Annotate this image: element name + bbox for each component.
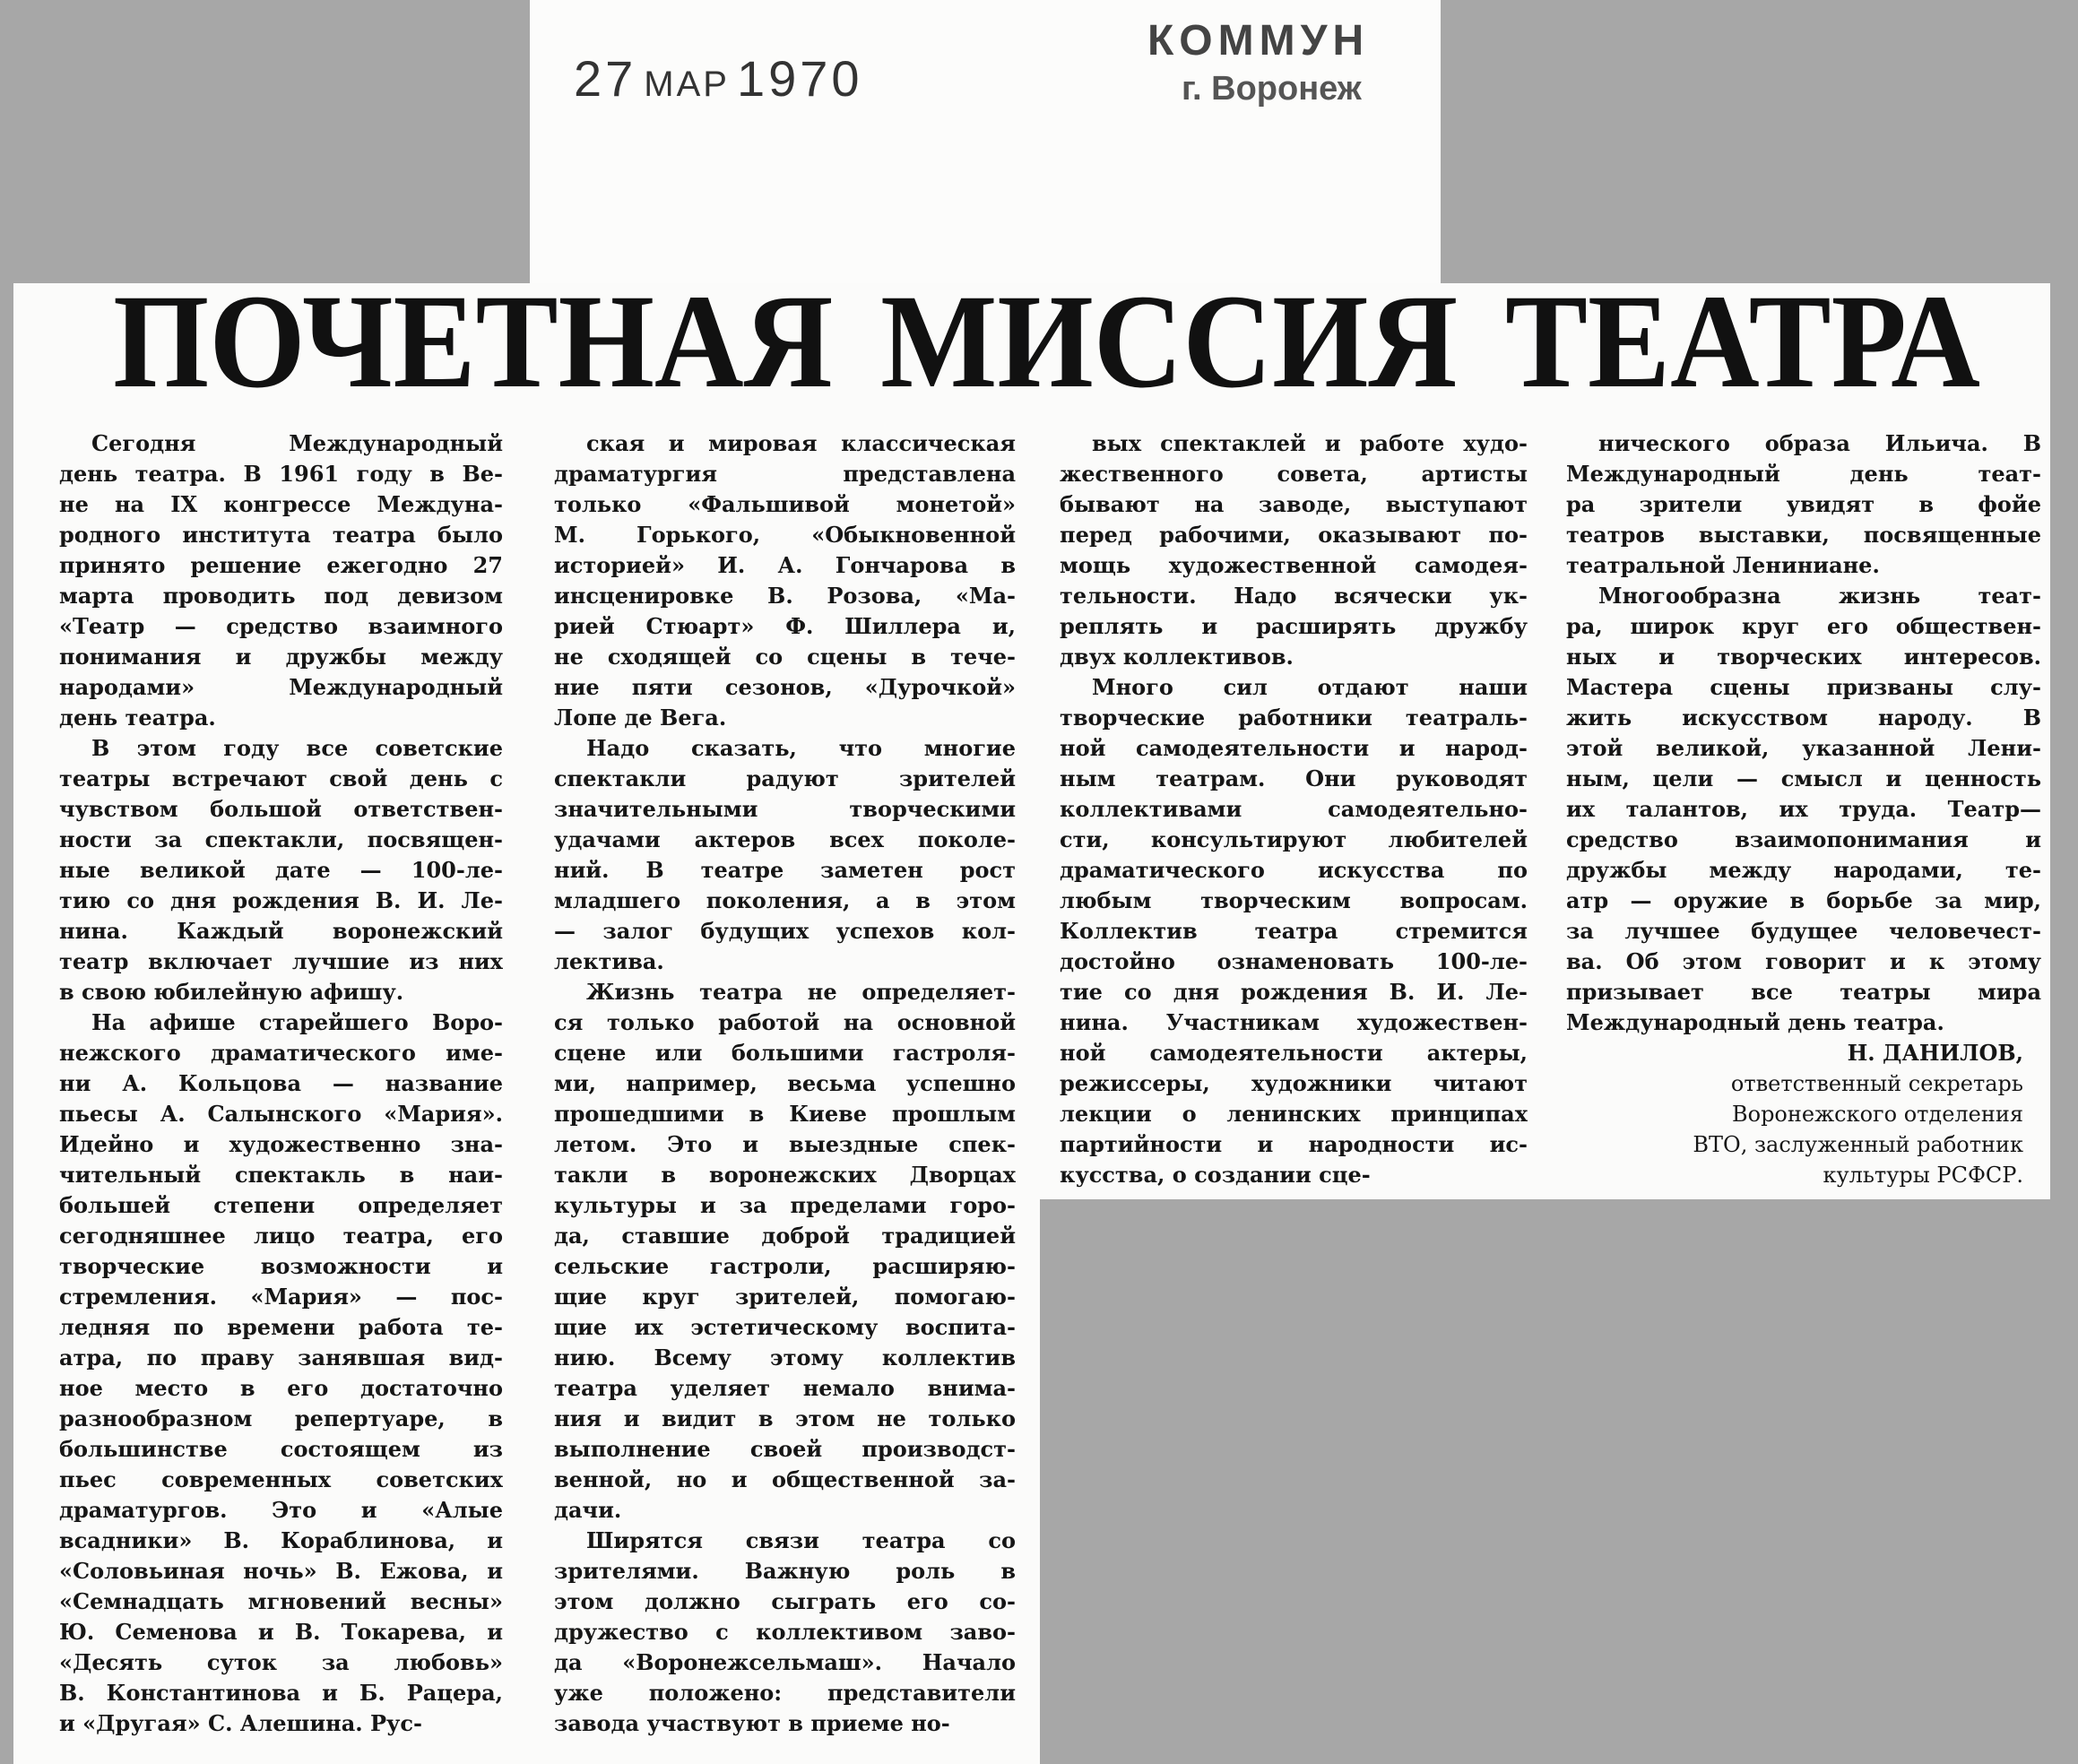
text-line: выполнение своей производст- [554, 1436, 1016, 1462]
text-line: удачами актеров всех поколе- [554, 826, 1016, 852]
text-line: тию со дня рождения В. И. Ле- [59, 887, 503, 913]
headline: ПОЧЕТНАЯ МИССИЯ ТЕАТРА [113, 267, 1980, 416]
text-line: культуры и за пределами горо- [554, 1192, 1016, 1218]
text-line: да «Воронежсельмаш». Начало [554, 1649, 1016, 1675]
text-line: ся только работой на основной [554, 1009, 1016, 1035]
text-line: Ширятся связи театра со [586, 1527, 1016, 1553]
author-title-line: культуры РСФСР. [1823, 1163, 2023, 1188]
text-line: Идейно и художественно зна- [59, 1131, 503, 1157]
text-line: драматического искусства по [1060, 857, 1528, 883]
text-line: мощь художественной самодея- [1060, 552, 1528, 578]
text-line: нического образа Ильича. В [1598, 430, 2041, 456]
text-line: пьес современных советских [59, 1466, 503, 1492]
text-line: не на IX конгрессе Междуна- [59, 491, 503, 517]
text-line: театральной Лениниане. [1566, 552, 1880, 578]
text-line: ние пяти сезонов, «Дурочкой» [554, 674, 1016, 700]
text-line: родного института театра было [59, 522, 503, 548]
text-line: ным театрам. Они руководят [1060, 765, 1528, 791]
text-line: бывают на заводе, выступают [1060, 491, 1528, 517]
text-line: нина. Участникам художествен- [1060, 1009, 1528, 1035]
text-line: ной самодеятельности актеры, [1060, 1040, 1528, 1066]
text-line: тельности. Надо всячески ук- [1060, 583, 1528, 609]
text-line: жественного совета, артисты [1060, 461, 1528, 487]
text-line: творческие возможности и [59, 1253, 503, 1279]
text-line: дружество с коллективом заво- [554, 1619, 1016, 1645]
text-line: дачи. [554, 1497, 622, 1523]
text-line: «Семнадцать мгновений весны» [59, 1588, 503, 1614]
text-line: инсценировке В. Розова, «Ма- [554, 583, 1016, 609]
text-line: призывает все театры мира [1566, 979, 2041, 1005]
text-line: стремления. «Мария» — пос- [59, 1284, 503, 1310]
text-line: ности за спектакли, посвящен- [59, 826, 503, 852]
text-line: «Театр — средство взаимного [59, 613, 503, 639]
date-month: МАР [644, 65, 730, 104]
text-line: чительный спектакль в наи- [59, 1162, 503, 1188]
date-day: 27 [574, 50, 637, 107]
text-line: и «Другая» С. Алешина. Рус- [59, 1710, 422, 1736]
article-column-2 [554, 428, 1016, 1739]
date-year: 1970 [736, 50, 863, 107]
text-line: В. Константинова и Б. Рацера, [59, 1680, 503, 1706]
text-line: театры встречают свой день с [59, 765, 503, 791]
text-line: щие их эстетическому воспита- [554, 1314, 1016, 1340]
text-line: ра зрители увидят в фойе [1566, 491, 2041, 517]
text-line: театр включает лучшие из них [59, 948, 503, 974]
author-title-line: ВТО, заслуженный работник [1693, 1132, 2023, 1157]
text-line: ное место в его достаточно [59, 1375, 503, 1401]
text-line: сти, консультируют любителей [1060, 826, 1528, 852]
text-line: ни А. Кольцова — название [59, 1070, 503, 1096]
text-line: нежского драматического име- [59, 1040, 503, 1066]
text-line: за лучшее будущее человечест- [1566, 918, 2041, 944]
text-line: этой великой, указанной Лени- [1566, 735, 2041, 761]
text-line: любым творческим вопросам. [1060, 887, 1528, 913]
text-line: Лопе де Вега. [554, 705, 727, 731]
text-line: ным, цели — смысл и ценность [1566, 765, 2041, 791]
text-line: чувством большой ответствен- [59, 796, 503, 822]
text-line: нию. Всему этому коллектив [554, 1345, 1016, 1371]
text-line: атра, по праву занявшая вид- [59, 1345, 503, 1371]
text-line: жить искусством народу. В [1566, 705, 2041, 731]
text-line: творческие работники театраль- [1060, 705, 1528, 731]
text-line: режиссеры, художники читают [1060, 1070, 1528, 1096]
text-line: разнообразном репертуаре, в [59, 1405, 503, 1431]
text-line: не сходящей со сцены в тече- [554, 644, 1016, 670]
text-line: перед рабочими, оказывают по- [1060, 522, 1528, 548]
text-line: день театра. В 1961 году в Ве- [59, 461, 503, 487]
author-title-line: Воронежского отделения [1731, 1102, 2023, 1127]
city-stamp: г. Воронеж [1182, 70, 1362, 108]
text-line: понимания и дружбы между [59, 644, 503, 670]
text-line: средство взаимопонимания и [1566, 826, 2041, 852]
text-line: реплять и расширять дружбу [1060, 613, 1528, 639]
text-line: достойно ознаменовать 100-ле- [1060, 948, 1528, 974]
text-line: ные великой дате — 100-ле- [59, 857, 503, 883]
text-line: уже положено: представители [554, 1680, 1016, 1706]
text-line: принято решение ежегодно 27 [59, 552, 503, 578]
text-line: историей» И. А. Гончарова в [554, 552, 1016, 578]
text-line: всадники» В. Кораблинова, и [59, 1527, 503, 1553]
text-line: ной самодеятельности и народ- [1060, 735, 1528, 761]
text-line: ская и мировая классическая [586, 430, 1016, 456]
text-line: драматургия представлена [554, 461, 1016, 487]
text-line: атр — оружие в борьбе за мир, [1566, 887, 2041, 913]
article-column-1 [59, 428, 503, 1739]
text-line: этом должно сыграть его со- [554, 1588, 1016, 1614]
text-line: такли в воронежских Дворцах [554, 1162, 1016, 1188]
date-stamp [574, 49, 863, 108]
text-line: Коллектив театра стремится [1060, 918, 1528, 944]
text-line: их талантов, их труда. Театр— [1566, 796, 2041, 822]
text-line: На афише старейшего Воро- [91, 1009, 503, 1035]
text-line: большинстве состоящем из [59, 1436, 503, 1462]
text-line: большей степени определяет [59, 1192, 503, 1218]
text-line: М. Горького, «Обыкновенной [554, 522, 1016, 548]
text-line: спектакли радуют зрителей [554, 765, 1016, 791]
text-line: завода участвуют в приеме но- [554, 1710, 950, 1736]
text-line: летом. Это и выездные спек- [554, 1131, 1016, 1157]
text-line: младшего поколения, а в этом [554, 887, 1016, 913]
text-line: лектива. [554, 948, 664, 974]
text-line: щие круг зрителей, помогаю- [554, 1284, 1016, 1310]
text-line: венной, но и общественной за- [554, 1466, 1016, 1492]
text-line: коллективами самодеятельно- [1060, 796, 1528, 822]
text-line: лекции о ленинских принципах [1060, 1101, 1528, 1127]
text-line: Многообразна жизнь теат- [1598, 583, 2041, 609]
text-line: ний. В театре заметен рост [554, 857, 1016, 883]
text-line: ми, например, весьма успешно [554, 1070, 1016, 1096]
text-line: Много сил отдают наши [1092, 674, 1528, 700]
text-line: вых спектаклей и работе худо- [1092, 430, 1528, 456]
text-line: драматургов. Это и «Алые [59, 1497, 503, 1523]
text-line: день театра. [59, 705, 216, 731]
text-line: только «Фальшивой монетой» [554, 491, 1016, 517]
text-line: Мастера сцены призваны слу- [1566, 674, 2041, 700]
text-line: тие со дня рождения В. И. Ле- [1060, 979, 1528, 1005]
text-line: дружбы между народами, те- [1566, 857, 2041, 883]
text-line: в свою юбилейную афишу. [59, 979, 404, 1005]
text-line: Ю. Семенова и В. Токарева, и [59, 1619, 503, 1645]
text-line: двух коллективов. [1060, 644, 1294, 670]
text-line: партийности и народности ис- [1060, 1131, 1528, 1157]
text-line: — залог будущих успехов кол- [554, 918, 1016, 944]
text-line: ледняя по времени работа те- [59, 1314, 503, 1340]
newspaper-stamp: КОММУН [1147, 17, 1370, 65]
text-line: ния и видит в этом не только [554, 1405, 1016, 1431]
text-line: театра уделяет немало внима- [554, 1375, 1016, 1401]
article-column-4 [1566, 428, 2041, 1190]
text-line: прошедшими в Киеве прошлым [554, 1101, 1016, 1127]
text-line: ва. Об этом говорит и к этому [1566, 948, 2041, 974]
text-line: зрителями. Важную роль в [554, 1558, 1016, 1584]
author-title-line: ответственный секретарь [1730, 1071, 2023, 1096]
text-line: «Десять суток за любовь» [59, 1649, 503, 1675]
text-line: народами» Международный [59, 674, 503, 700]
text-line: марта проводить под девизом [59, 583, 503, 609]
text-line: театров выставки, посвященные [1566, 522, 2041, 548]
text-line: рией Стюарт» Ф. Шиллера и, [554, 613, 1016, 639]
text-line: да, ставшие доброй традицией [554, 1223, 1016, 1249]
author-name: Н. ДАНИЛОВ, [1847, 1040, 2023, 1066]
text-line: Жизнь театра не определяет- [586, 979, 1016, 1005]
text-line: ных и творческих интересов. [1566, 644, 2041, 670]
text-line: «Соловьиная ночь» В. Ежова, и [59, 1558, 503, 1584]
text-line: сцене или большими гастроля- [554, 1040, 1016, 1066]
text-line: ра, широк круг его обществен- [1566, 613, 2041, 639]
text-line: Сегодня Международный [91, 430, 503, 456]
text-line: нина. Каждый воронежский [59, 918, 503, 944]
text-line: сегодняшнее лицо театра, его [59, 1223, 503, 1249]
article-column-3 [1060, 428, 1528, 1190]
text-line: Международный день теат- [1566, 461, 2041, 487]
text-line: пьесы А. Салынского «Мария». [59, 1101, 503, 1127]
text-line: Международный день театра. [1566, 1009, 1944, 1035]
text-line: Надо сказать, что многие [586, 735, 1016, 761]
text-line: кусства, о создании сце- [1060, 1162, 1371, 1188]
text-line: значительными творческими [554, 796, 1016, 822]
text-line: сельские гастроли, расширяю- [554, 1253, 1016, 1279]
text-line: В этом году все советские [91, 735, 503, 761]
